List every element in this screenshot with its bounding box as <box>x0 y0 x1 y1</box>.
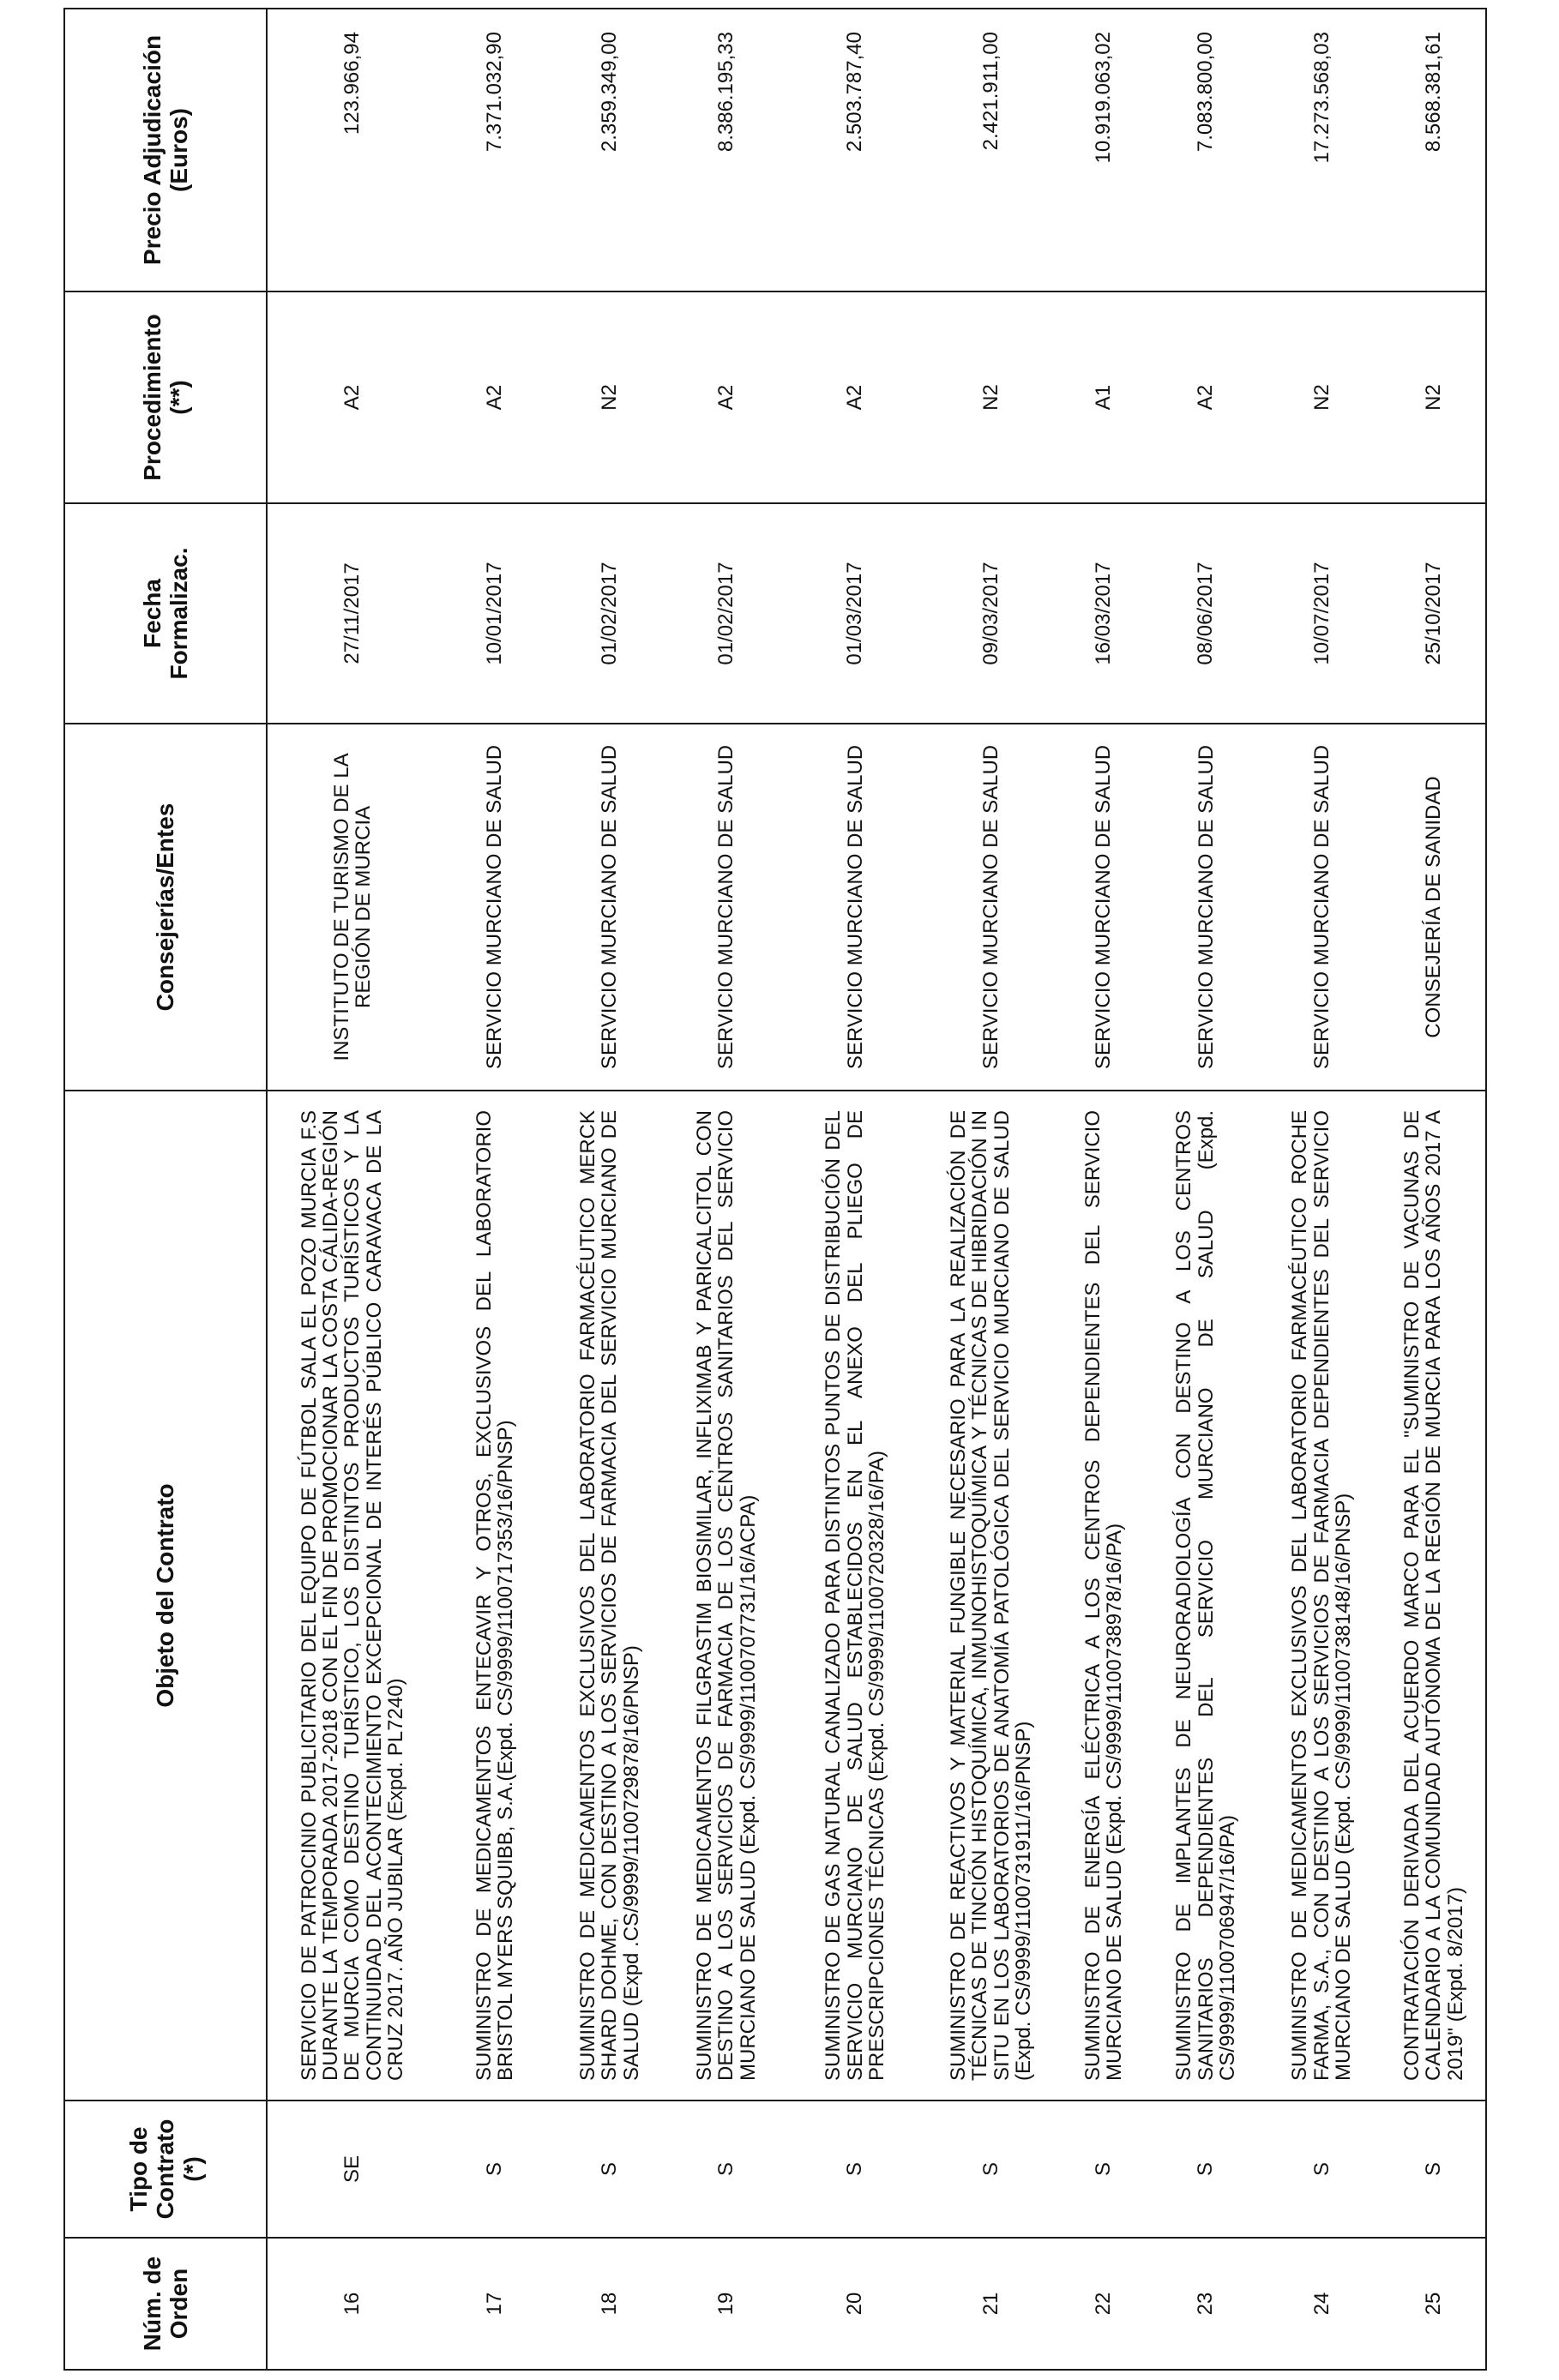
cell-objeto-contrato: SUMINISTRO DE GAS NATURAL CANALIZADO PARA DISTINTOS PUNTOS DE DISTRIBUCIÓN DEL SERVICIO MURCIANO DE SALUD ESTABLECIDOS EN EL ANEXO DEL PLIEGO DE PRESCRIPCIONES TÉCNICAS (Expd. CS/9999/1100720328/16/PA) <box>786 1091 924 2101</box>
cell-objeto-contrato: CONTRATACIÓN DERIVADA DEL ACUERDO MARCO PARA EL "SUMINISTRO DE VACUNAS DE CALENDARIO A LA COMUNIDAD AUTÓNOMA DE LA REGIÓN DE MURCIA PARA LOS AÑOS 2017 A 2019" (Expd. 8/2017) <box>1382 1091 1486 2101</box>
table-row <box>267 9 437 2370</box>
cell-num-orden: 16 <box>267 2238 437 2370</box>
cell-fecha: 10/01/2017 <box>437 503 551 724</box>
table-row <box>786 9 924 2370</box>
cell-num-orden: 17 <box>437 2238 551 2370</box>
table-row <box>1057 9 1150 2370</box>
cell-procedimiento: N2 <box>1382 291 1486 503</box>
cell-num-orden: 22 <box>1057 2238 1150 2370</box>
cell-num-orden: 23 <box>1150 2238 1261 2370</box>
cell-precio: 2.503.787,40 <box>786 9 924 291</box>
header-procedimiento: Procedimiento (**) <box>64 291 267 503</box>
header-precio-adjudicacion: Precio Adjudicación (Euros) <box>64 9 267 291</box>
cell-tipo-contrato: S <box>437 2101 551 2238</box>
cell-fecha: 10/07/2017 <box>1261 503 1381 724</box>
cell-tipo-contrato: S <box>1057 2101 1150 2238</box>
cell-tipo-contrato: SE <box>267 2101 437 2238</box>
cell-objeto-contrato: SERVICIO DE PATROCINIO PUBLICITARIO DEL EQUIPO DE FÚTBOL SALA EL POZO MURCIA F.S DURANTE LA TEMPORADA 2017-2018 CON EL FIN DE PROMOCIONAR LA COSTA CÁLIDA-REGIÓN DE MURCIA COMO DESTINO TURÍSTICO, LOS DISTINTOS PRODUCTOS TURÍSTICOS Y LA CONTINUIDAD DEL ACONTECIMIENTO EXCEPCIONAL DE INTERÉS PÚBLICO CARAVACA DE LA CRUZ 2017. AÑO JUBILAR (Expd. PL7240) <box>267 1091 437 2101</box>
cell-ente: SERVICIO MURCIANO DE SALUD <box>925 724 1057 1091</box>
header-objeto-contrato: Objeto del Contrato <box>64 1091 267 2101</box>
cell-precio: 8.568.381,61 <box>1382 9 1486 291</box>
cell-objeto-contrato: SUMINISTRO DE MEDICAMENTOS ENTECAVIR Y OTROS, EXCLUSIVOS DEL LABORATORIO BRISTOL MYERS SQUIBB, S.A.(Expd. CS/9999/1100717353/16/PNSP) <box>437 1091 551 2101</box>
cell-num-orden: 24 <box>1261 2238 1381 2370</box>
cell-fecha: 08/06/2017 <box>1150 503 1261 724</box>
contracts-table <box>63 8 1487 2371</box>
cell-precio: 123.966,94 <box>267 9 437 291</box>
table-row <box>667 9 786 2370</box>
cell-tipo-contrato: S <box>552 2101 667 2238</box>
table-row <box>925 9 1057 2370</box>
cell-ente: SERVICIO MURCIANO DE SALUD <box>667 724 786 1091</box>
cell-num-orden: 18 <box>552 2238 667 2370</box>
cell-procedimiento: A2 <box>267 291 437 503</box>
cell-precio: 7.083.800,00 <box>1150 9 1261 291</box>
cell-tipo-contrato: S <box>667 2101 786 2238</box>
cell-ente: CONSEJERÍA DE SANIDAD <box>1382 724 1486 1091</box>
cell-objeto-contrato: SUMINISTRO DE MEDICAMENTOS EXCLUSIVOS DEL LABORATORIO FARMACÉUTICO ROCHE FARMA, S.A., CON DESTINO A LOS SERVICIOS DE FARMACIA DEPENDIENTES DEL SERVICIO MURCIANO DE SALUD (Expd. CS/9999/1100738148/16/PNSP) <box>1261 1091 1381 2101</box>
cell-tipo-contrato: S <box>786 2101 924 2238</box>
cell-procedimiento: N2 <box>925 291 1057 503</box>
cell-tipo-contrato: S <box>925 2101 1057 2238</box>
cell-num-orden: 20 <box>786 2238 924 2370</box>
cell-precio: 10.919.063,02 <box>1057 9 1150 291</box>
cell-fecha: 01/03/2017 <box>786 503 924 724</box>
cell-precio: 17.273.568,03 <box>1261 9 1381 291</box>
header-consejerias-entes: Consejerías/Entes <box>64 724 267 1091</box>
cell-ente: SERVICIO MURCIANO DE SALUD <box>1150 724 1261 1091</box>
cell-num-orden: 25 <box>1382 2238 1486 2370</box>
table-header-row <box>64 9 267 2370</box>
cell-ente: SERVICIO MURCIANO DE SALUD <box>1057 724 1150 1091</box>
cell-procedimiento: A2 <box>437 291 551 503</box>
table-row <box>1261 9 1381 2370</box>
cell-objeto-contrato: SUMINISTRO DE ENERGÍA ELÉCTRICA A LOS CENTROS DEPENDIENTES DEL SERVICIO MURCIANO DE SALUD (Expd. CS/9999/1100738978/16/PA) <box>1057 1091 1150 2101</box>
header-num-orden: Núm. de Orden <box>64 2238 267 2370</box>
cell-num-orden: 21 <box>925 2238 1057 2370</box>
cell-objeto-contrato: SUMINISTRO DE MEDICAMENTOS EXCLUSIVOS DEL LABORATORIO FARMACÉUTICO MERCK SHARD DOHME, CON DESTINO A LOS SERVICIOS DE FARMACIA DEL SERVICIO MURCIANO DE SALUD (Expd .CS/9999/1100729878/16/PNSP) <box>552 1091 667 2101</box>
cell-objeto-contrato: SUMINISTRO DE IMPLANTES DE NEURORADIOLOGÍA CON DESTINO A LOS CENTROS SANITARIOS DEPENDIENTES DEL SERVICIO MURCIANO DE SALUD (Expd. CS/9999/1100706947/16/PA) <box>1150 1091 1261 2101</box>
cell-procedimiento: N2 <box>1261 291 1381 503</box>
cell-precio: 2.359.349,00 <box>552 9 667 291</box>
cell-fecha: 27/11/2017 <box>267 503 437 724</box>
cell-precio: 7.371.032,90 <box>437 9 551 291</box>
cell-tipo-contrato: S <box>1382 2101 1486 2238</box>
cell-fecha: 09/03/2017 <box>925 503 1057 724</box>
table-row <box>1150 9 1261 2370</box>
cell-ente: SERVICIO MURCIANO DE SALUD <box>552 724 667 1091</box>
cell-ente: SERVICIO MURCIANO DE SALUD <box>786 724 924 1091</box>
cell-fecha: 01/02/2017 <box>552 503 667 724</box>
cell-precio: 8.386.195,33 <box>667 9 786 291</box>
cell-procedimiento: A1 <box>1057 291 1150 503</box>
cell-num-orden: 19 <box>667 2238 786 2370</box>
cell-procedimiento: A2 <box>786 291 924 503</box>
cell-procedimiento: A2 <box>667 291 786 503</box>
cell-tipo-contrato: S <box>1261 2101 1381 2238</box>
cell-fecha: 25/10/2017 <box>1382 503 1486 724</box>
header-tipo-contrato: Tipo de Contrato (*) <box>64 2101 267 2238</box>
cell-procedimiento: N2 <box>552 291 667 503</box>
cell-objeto-contrato: SUMINISTRO DE MEDICAMENTOS FILGRASTIM BIOSIMILAR, INFLIXIMAB Y PARICALCITOL CON DESTINO A LOS SERVICIOS DE FARMACIA DE LOS CENTROS SANITARIOS DEL SERVICIO MURCIANO DE SALUD (Expd. CS/9999/1100707731/16/ACPA) <box>667 1091 786 2101</box>
cell-precio: 2.421.911,00 <box>925 9 1057 291</box>
cell-fecha: 01/02/2017 <box>667 503 786 724</box>
table-row <box>437 9 551 2370</box>
cell-fecha: 16/03/2017 <box>1057 503 1150 724</box>
cell-tipo-contrato: S <box>1150 2101 1261 2238</box>
cell-ente: SERVICIO MURCIANO DE SALUD <box>437 724 551 1091</box>
cell-ente: SERVICIO MURCIANO DE SALUD <box>1261 724 1381 1091</box>
header-fecha-formalizacion: Fecha Formalizac. <box>64 503 267 724</box>
cell-procedimiento: A2 <box>1150 291 1261 503</box>
table-row <box>552 9 667 2370</box>
cell-ente: INSTITUTO DE TURISMO DE LA REGIÓN DE MURCIA <box>267 724 437 1091</box>
table-row <box>1382 9 1486 2370</box>
cell-objeto-contrato: SUMINISTRO DE REACTIVOS Y MATERIAL FUNGIBLE NECESARIO PARA LA REALIZACIÓN DE TÉCNICAS DE TINCIÓN HISTOQUÍMICA, INMUNOHISTOQUÍMICA Y TÉCNICAS DE HIBRIDACIÓN IN SITU EN LOS LABORATORIOS DE ANATOMÍA PATOLÓGICA DEL SERVICIO MURCIANO DE SALUD (Expd. CS/9999/1100731911/16/PNSP) <box>925 1091 1057 2101</box>
